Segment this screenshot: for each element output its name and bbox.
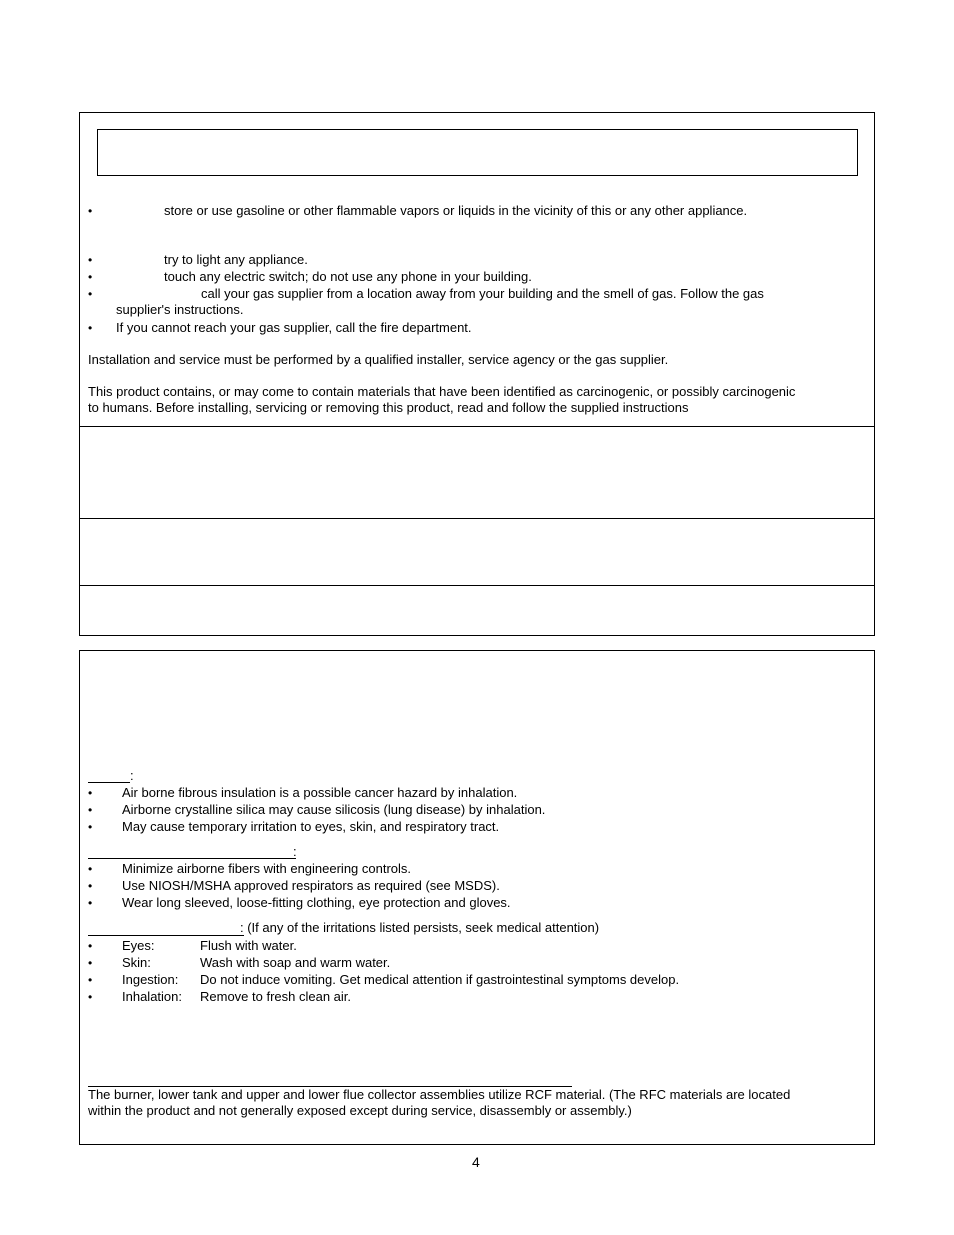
- safety-box: [79, 650, 875, 1145]
- hazards-heading-colon: :: [130, 768, 134, 783]
- warning-text: touch any electric switch; do not use any phone in your building.: [164, 269, 532, 284]
- warning-text: If you cannot reach your gas supplier, call the fire department.: [116, 320, 472, 335]
- precaution-item: Use NIOSH/MSHA approved respirators as required (see MSDS).: [122, 878, 500, 893]
- bullet-icon: •: [88, 287, 93, 301]
- divider: [80, 585, 874, 586]
- first-aid-text: Flush with water.: [200, 938, 297, 953]
- first-aid-text: Remove to fresh clean air.: [200, 989, 352, 1004]
- hazard-item: Air borne fibrous insulation is a possible cancer hazard by inhalation.: [122, 785, 518, 800]
- divider: [80, 426, 874, 427]
- bullet-icon: •: [88, 879, 93, 893]
- first-aid-heading-underline: [88, 935, 244, 936]
- warning-title-box: [97, 129, 858, 176]
- bullet-icon: •: [88, 204, 93, 218]
- first-aid-text: Wash with soap and warm water.: [200, 955, 391, 970]
- precaution-item: Minimize airborne fibers with engineering controls.: [122, 861, 412, 876]
- bullet-icon: •: [88, 786, 93, 800]
- first-aid-label: Eyes:: [122, 938, 155, 953]
- carcinogen-text: This product contains, or may come to contain materials that have been identified as carcinogenic, or possibly carcinogenic: [88, 384, 796, 399]
- warning-text: try to light any appliance.: [164, 252, 308, 267]
- divider: [80, 518, 874, 519]
- first-aid-label: Skin:: [122, 955, 151, 970]
- hazards-heading-underline: [88, 782, 130, 783]
- carcinogen-text: to humans. Before installing, servicing or removing this product, read and follow the supplied instructions: [88, 400, 689, 415]
- precautions-heading-colon: :: [293, 844, 297, 859]
- bullet-icon: •: [88, 939, 93, 953]
- bullet-icon: •: [88, 956, 93, 970]
- first-aid-heading: : (If any of the irritations listed persists, seek medical attention): [240, 920, 600, 935]
- rcf-text: within the product and not generally exposed except during service, disassembly or assembly.): [88, 1103, 632, 1118]
- first-aid-label: Ingestion:: [122, 972, 179, 987]
- first-aid-label: Inhalation:: [122, 989, 182, 1004]
- installation-text: Installation and service must be performed by a qualified installer, service agency or the gas supplier.: [88, 352, 669, 367]
- bullet-icon: •: [88, 270, 93, 284]
- warning-box: [79, 112, 875, 636]
- bullet-icon: •: [88, 896, 93, 910]
- first-aid-text: Do not induce vomiting. Get medical attention if gastrointestinal symptoms develop.: [200, 972, 680, 987]
- warning-text: supplier's instructions.: [116, 302, 244, 317]
- bullet-icon: •: [88, 973, 93, 987]
- page-number: 4: [472, 1154, 480, 1170]
- bullet-icon: •: [88, 253, 93, 267]
- bullet-icon: •: [88, 321, 93, 335]
- hazard-item: May cause temporary irritation to eyes, skin, and respiratory tract.: [122, 819, 500, 834]
- bullet-icon: •: [88, 990, 93, 1004]
- precaution-item: Wear long sleeved, loose-fitting clothing, eye protection and gloves.: [122, 895, 511, 910]
- warning-text: store or use gasoline or other flammable vapors or liquids in the vicinity of this or any other appliance.: [164, 203, 748, 218]
- bullet-icon: •: [88, 820, 93, 834]
- bullet-icon: •: [88, 803, 93, 817]
- bullet-icon: •: [88, 862, 93, 876]
- precautions-heading-underline: [88, 858, 296, 859]
- rcf-text: The burner, lower tank and upper and lower flue collector assemblies utilize RCF material. (The RFC materials are located: [88, 1087, 791, 1102]
- warning-text: call your gas supplier from a location away from your building and the smell of gas. Follow the gas: [201, 286, 764, 301]
- hazard-item: Airborne crystalline silica may cause silicosis (lung disease) by inhalation.: [122, 802, 546, 817]
